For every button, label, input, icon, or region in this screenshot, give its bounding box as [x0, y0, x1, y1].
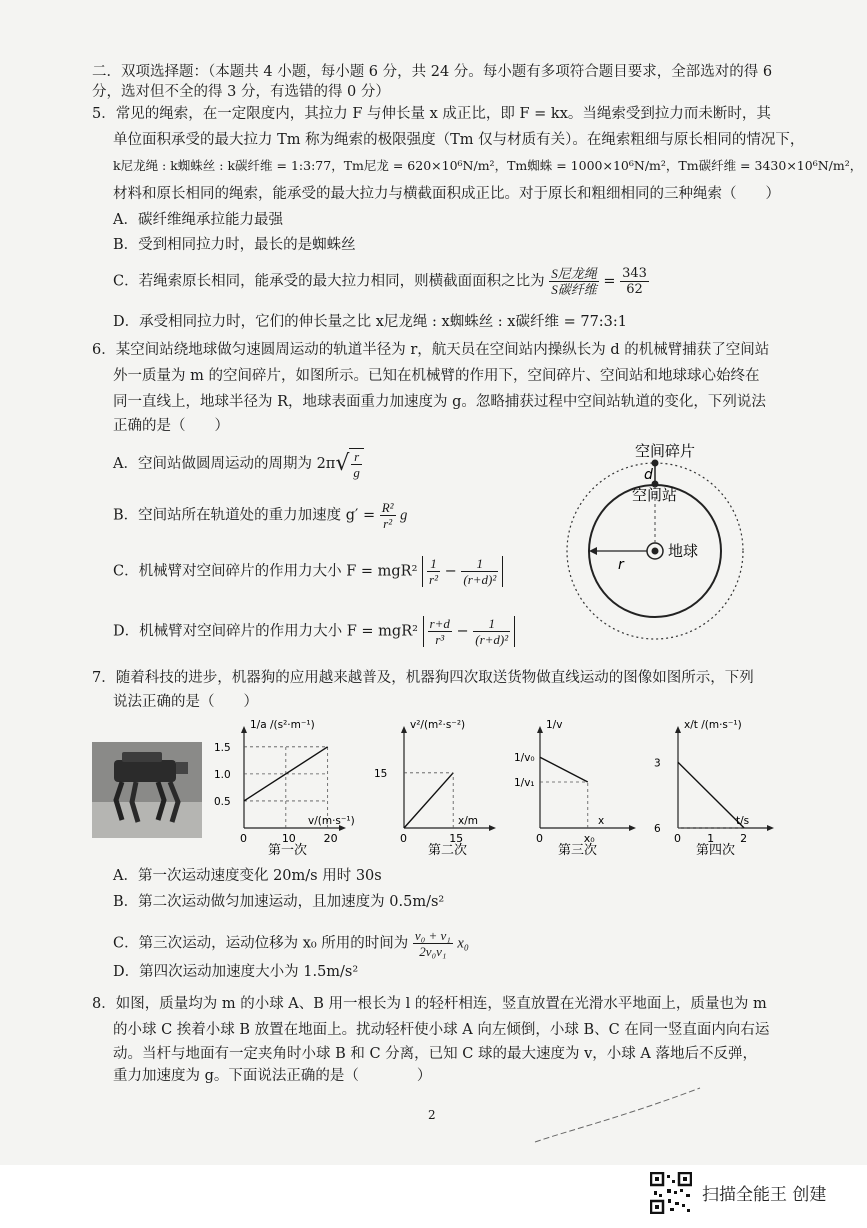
graph-4-ytick-1: 6: [654, 823, 661, 835]
q6-option-b-text: B．空间站所在轨道处的重力加速度 g′ =: [113, 507, 376, 524]
q6-c-f1-num: 1: [427, 556, 440, 572]
graph-2-ylabel: v²/(m²·s⁻²): [410, 719, 466, 731]
graph-3-x-arrow: [629, 825, 636, 831]
graph-3-series-line: [540, 757, 588, 782]
graph-2-xlabel: x/m: [458, 815, 478, 827]
graph-4-ytick-0: 3: [654, 757, 661, 770]
q5-option-c-text: C．若绳索原长相同，能承受的最大拉力相同，则横截面面积之比为: [113, 273, 545, 290]
q6-option-c: [113, 556, 503, 587]
q5-option-c: [113, 266, 649, 297]
scanner-brand: 扫描全能王 创建: [702, 1185, 827, 1205]
graph-3-xlabel: x: [598, 815, 605, 827]
q5-c-value-den: 62: [626, 282, 643, 297]
scribble-line: [535, 1088, 700, 1142]
q8-line1: 8．如图，质量均为 m 的小球 A、B 用一根长为 l 的轻杆相连，竖直放置在光滑水平地面上，质量也为 m: [92, 996, 767, 1012]
q7-option-d: D．第四次运动加速度大小为 1.5m/s²: [113, 964, 359, 980]
q5-option-c-ratio: [549, 266, 599, 297]
q7-line2: 说法正确的是（ ）: [113, 694, 258, 710]
graph-2-plot: [374, 719, 496, 845]
graph-4-caption: 第四次: [696, 843, 736, 856]
d-label: d: [644, 467, 653, 483]
q6-d-f2-den: (r+d)²: [475, 632, 509, 647]
graph-1-y-arrow: [241, 726, 247, 733]
graph-4-xtick-0: 0: [674, 832, 681, 845]
graph-4-plot: [654, 719, 774, 845]
q7-line1: 7．随着科技的进步，机器狗的应用越来越普及，机器狗四次取送货物做直线运动的图像如图所示，下列: [92, 670, 754, 686]
q6-line2: 外一质量为 m 的空间碎片，如图所示。已知在机械臂的作用下，空间碎片、空间站和地球球心始终在: [113, 368, 760, 384]
q6-d-minus: −: [456, 623, 469, 640]
graph-3-caption: 第三次: [558, 843, 598, 856]
q5-option-a: A．碳纤维绳承拉能力最强: [113, 212, 283, 228]
graph-1-ylabel: 1/a /(s²·m⁻¹): [250, 719, 315, 731]
q6-option-d-bracket: [423, 616, 516, 647]
q6-c-f2-den: (r+d)²: [463, 572, 497, 587]
graph-3-plot: [514, 719, 636, 845]
debris-dot: [652, 460, 659, 467]
q7-option-a: A．第一次运动速度变化 20m/s 用时 30s: [113, 868, 382, 884]
q6-option-a: A．空间站做圆周运动的周期为 2π√ $\frac{r}{g}$: [113, 448, 364, 480]
q6-option-a-radical: [349, 448, 364, 480]
q7-option-b: B．第二次运动做匀加速运动，且加速度为 0.5m/s²: [113, 894, 445, 910]
q6-d-f1-num: r+d: [429, 616, 450, 631]
orbit-diagram: [560, 436, 770, 666]
graph-3: [512, 716, 647, 856]
graph-1-ytick-1: 1.0: [214, 768, 231, 781]
graph-4-y-arrow: [675, 726, 681, 733]
qr-code-icon: [650, 1172, 692, 1214]
q5-option-c-value: [620, 266, 649, 297]
q5-line2: 单位面积承受的最大拉力 Tm 称为绳索的极限强度（Tm 仅与材质有关）。在绳索粗细与原长相同的情况下，: [113, 132, 805, 148]
q7-option-c-text: C．第三次运动，运动位移为 x₀ 所用的时间为: [113, 935, 409, 952]
q7-c-num: v₀ + v₁: [414, 928, 451, 943]
graph-2-x-arrow: [489, 825, 496, 831]
q5-line4: 材料和原长相同的绳索，能承受的最大拉力与横截面积成正比。对于原长和粗细相同的三种绳索（ ）: [113, 186, 780, 202]
graph-3-ytick-0: 1/v₀: [514, 752, 535, 765]
q6-b-den: r²: [383, 516, 393, 531]
q7-option-c: [113, 928, 469, 959]
earth-center-dot: [652, 548, 659, 555]
pencil-scribble: [530, 1080, 710, 1150]
q8-line4: 重力加速度为 g。下面说法正确的是（ ）: [113, 1068, 432, 1084]
q5-c-ratio-num: S尼龙绳: [551, 266, 597, 281]
section-heading-line2: 分，选对但不全的得 3 分，有选错的得 0 分）: [92, 84, 390, 100]
r-label: r: [618, 557, 624, 573]
graph-3-xtick-1: x₀: [583, 832, 595, 845]
q5-c-ratio-den: S碳纤维: [551, 282, 597, 297]
q6-line3: 同一直线上，地球半径为 R，地球表面重力加速度为 g。忽略捕获过程中空间站轨道的变化，下列说法: [113, 394, 766, 410]
q6-option-d-text: D．机械臂对空间碎片的作用力大小 F = mgR²: [113, 623, 418, 640]
graph-2-y-arrow: [401, 726, 407, 733]
robot-body: [114, 760, 176, 782]
q7-option-c-frac: [413, 928, 453, 959]
graph-1-xtick-1: 10: [281, 832, 296, 845]
graph-1-xlabel: v/(m·s⁻¹): [308, 815, 355, 827]
section-heading-line1: 二．双项选择题：（本题共 4 小题，每小题 6 分，共 24 分。每小题有多项符合题目要求，全部选对的得 6: [92, 64, 773, 80]
graph-4-xtick-1: 1: [707, 832, 715, 845]
q6-d-f1-den: r³: [435, 632, 445, 647]
q6-option-b-tail: g: [400, 507, 408, 524]
q5-option-d: D．承受相同拉力时，它们的伸长量之比 x尼龙绳 : x蜘蛛丝 : x碳纤维 = 77:3:1: [113, 314, 628, 330]
q6-line1: 6．某空间站绕地球做匀速圆周运动的轨道半径为 r，航天员在空间站内操纵长为 d 的机械臂捕获了空间站: [92, 342, 770, 358]
earth-label: 地球: [668, 542, 699, 560]
q6-c-f2-num: 1: [461, 556, 498, 572]
q6-b-num: R²: [381, 500, 394, 515]
graph-1-caption: 第一次: [268, 843, 308, 856]
graph-4: [652, 716, 787, 856]
graph-4-ylabel: x/t /(m·s⁻¹): [684, 719, 742, 731]
q7-option-c-tail: x₀: [457, 935, 469, 952]
q6-line4: 正确的是（ ）: [113, 418, 229, 434]
q6-a-rad-num: r: [351, 449, 362, 465]
q6-option-c-text: C．机械臂对空间碎片的作用力大小 F = mgR²: [113, 563, 418, 580]
q6-option-d: [113, 616, 515, 647]
graph-4-xtick-2: 2: [740, 832, 748, 845]
q6-option-c-bracket: [422, 556, 503, 587]
q5-c-value-num: 343: [622, 266, 647, 281]
robot-cargo: [122, 752, 162, 762]
graph-1-ytick-2: 1.5: [214, 741, 231, 754]
graph-2-ytick-0: 15: [374, 767, 388, 780]
q5-line3: k尼龙绳 : k蜘蛛丝 : k碳纤维 = 1:3:77，Tm尼龙 = 620×10⁶N/m²，Tm蜘蛛 = 1000×10⁶N/m²，Tm碳纤维 = 3430×10⁶N/m²，: [113, 158, 863, 173]
q8-line3: 动。当杆与地面有一定夹角时小球 B 和 C 分离，已知 C 球的最大速度为 v，小球 A 落地后不反弹，: [113, 1046, 757, 1062]
q6-option-b: [113, 500, 407, 531]
q6-c-minus: −: [444, 563, 457, 580]
q5-option-b: B．受到相同拉力时，最长的是蜘蛛丝: [113, 237, 356, 253]
robot-head: [176, 762, 188, 774]
graph-3-ytick-1: 1/v₁: [514, 777, 535, 789]
q6-c-f1-den: r²: [429, 572, 438, 587]
graph-3-ylabel: 1/v: [546, 719, 563, 731]
graph-1: [212, 716, 357, 856]
graph-2-series-line: [404, 773, 453, 828]
graph-4-xlabel: t/s: [736, 815, 750, 827]
q6-d-f2-num: 1: [473, 616, 510, 632]
q5-option-c-eq: =: [603, 273, 616, 290]
q5-line1: 5．常见的绳索，在一定限度内，其拉力 F 与伸长量 x 成正比，即 F = kx。当绳索受到拉力而未断时，其: [92, 106, 771, 122]
debris-label: 空间碎片: [635, 442, 696, 460]
graph-3-y-arrow: [537, 726, 543, 733]
q6-a-rad-den: g: [353, 465, 360, 480]
graph-2-caption: 第二次: [428, 843, 468, 856]
robot-dog-photo: [92, 742, 202, 838]
q8-line2: 的小球 C 挨着小球 B 放置在地面上。扰动轻杆使小球 A 向左倾倒，小球 B、C 在同一竖直面内向右运: [113, 1022, 770, 1038]
graph-1-ytick-0: 0.5: [214, 795, 231, 808]
graph-2-xtick-1: 15: [449, 832, 464, 845]
q7-c-den: 2v₀v₁: [419, 944, 447, 959]
photo-floor: [92, 802, 202, 838]
page-number: 2: [428, 1108, 436, 1122]
graph-2-xtick-0: 0: [400, 832, 407, 845]
graph-1-plot: [214, 719, 355, 845]
station-label: 空间站: [632, 486, 678, 504]
graph-4-x-arrow: [767, 825, 774, 831]
graph-1-xtick-2: 20: [323, 832, 338, 845]
graph-2: [372, 716, 507, 856]
graph-1-xtick-0: 0: [240, 832, 247, 845]
graph-4-series-line: [678, 762, 744, 828]
q6-option-a-text: A．空间站做圆周运动的周期为 2π: [113, 456, 336, 472]
graph-3-xtick-0: 0: [536, 832, 543, 845]
q6-option-b-frac: [380, 500, 396, 531]
radius-arrowhead: [589, 547, 597, 555]
